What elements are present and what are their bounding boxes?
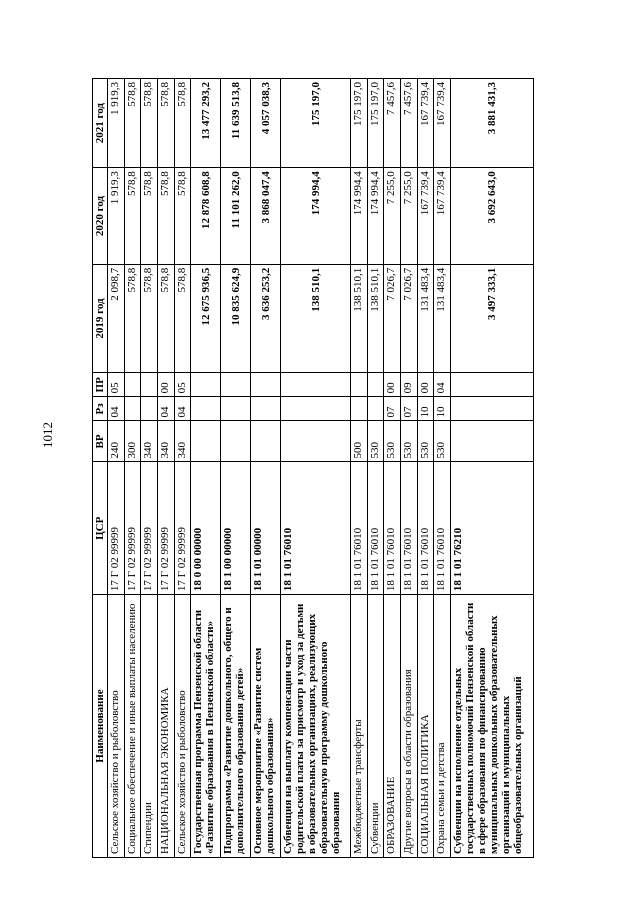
cell-csr: 18 1 01 76010 [281,462,351,595]
cell-rz [350,397,367,421]
cell-rz: 10 [417,397,434,421]
cell-2021: 175 197,0 [281,79,351,168]
budget-table-container [92,78,534,858]
cell-2020: 12 878 608,8 [191,168,221,264]
table-header-row [93,79,108,858]
cell-2019: 12 675 936,5 [191,264,221,373]
cell-name: ОБРАЗОВАНИЕ [384,595,401,858]
cell-name: Охрана семьи и детства [434,595,451,858]
header-csr: ЦСР [93,462,108,595]
cell-csr: 18 0 00 00000 [191,462,221,595]
cell-2019: 578,8 [174,264,191,373]
header-rz: Рз [93,397,108,421]
cell-rz [251,397,281,421]
cell-2019: 3 636 253,2 [251,264,281,373]
cell-csr: 17 Г 02 99999 [157,462,174,595]
cell-name: Межбюджетные трансферты [350,595,367,858]
cell-2019: 578,8 [157,264,174,373]
cell-2021: 11 639 513,8 [221,79,251,168]
budget-table [92,78,534,858]
cell-2019: 138 510,1 [367,264,384,373]
cell-name: Социальное обеспечение и иные выплаты населению [124,595,141,858]
cell-vr: 530 [384,421,401,462]
header-2020: 2020 год [93,168,108,264]
cell-csr: 18 1 01 76010 [350,462,367,595]
table-row [141,79,158,858]
table-row [350,79,367,858]
cell-pr [367,373,384,397]
cell-2020: 578,8 [157,168,174,264]
cell-name: Основное мероприятие «Развитие систем дошкольного образования» [251,595,281,858]
cell-csr: 18 1 01 76010 [384,462,401,595]
cell-rz [124,397,141,421]
cell-rz: 04 [108,397,125,421]
cell-2021: 578,8 [141,79,158,168]
table-row [124,79,141,858]
table-row [400,79,417,858]
cell-2019: 578,8 [124,264,141,373]
cell-vr: 530 [417,421,434,462]
cell-rz: 10 [434,397,451,421]
cell-pr [281,373,351,397]
cell-2019: 138 510,1 [281,264,351,373]
cell-2019: 131 483,4 [417,264,434,373]
cell-rz [281,397,351,421]
table-row [108,79,125,858]
cell-2020: 578,8 [174,168,191,264]
cell-2020: 3 692 643,0 [450,168,533,264]
cell-2019: 2 098,7 [108,264,125,373]
cell-name: Сельское хозяйство и рыболовство [174,595,191,858]
cell-vr: 530 [434,421,451,462]
cell-name: Субвенция на выплату компенсации части родительской платы за присмотр и уход за детьми в образовательных организациях, реализующих образовательную программу дошкольного образования [281,595,351,858]
page-number: 1012 [40,422,55,448]
cell-rz: 07 [400,397,417,421]
cell-pr [350,373,367,397]
cell-2021: 167 739,4 [417,79,434,168]
cell-rz [367,397,384,421]
cell-csr: 18 1 01 00000 [251,462,281,595]
header-2019: 2019 год [93,264,108,373]
cell-rz [191,397,221,421]
cell-vr [281,421,351,462]
cell-pr: 00 [384,373,401,397]
cell-pr [251,373,281,397]
cell-2019: 138 510,1 [350,264,367,373]
header-vr: ВР [93,421,108,462]
cell-2021: 13 477 293,2 [191,79,221,168]
cell-name: СОЦИАЛЬНАЯ ПОЛИТИКА [417,595,434,858]
cell-vr [251,421,281,462]
cell-csr: 18 1 01 76210 [450,462,533,595]
cell-csr: 17 Г 02 99999 [108,462,125,595]
cell-2021: 175 197,0 [350,79,367,168]
table-row [157,79,174,858]
cell-name: Государственная программа Пензенской области «Развитие образования в Пензенской области» [191,595,221,858]
cell-csr: 17 Г 02 99999 [174,462,191,595]
table-row [367,79,384,858]
cell-2021: 3 881 431,3 [450,79,533,168]
cell-2021: 7 457,6 [400,79,417,168]
cell-pr [221,373,251,397]
cell-vr [221,421,251,462]
cell-2020: 1 919,3 [108,168,125,264]
cell-rz: 04 [174,397,191,421]
cell-2020: 3 868 047,4 [251,168,281,264]
cell-pr: 04 [434,373,451,397]
cell-vr: 340 [157,421,174,462]
cell-name: Стипендии [141,595,158,858]
cell-rz: 04 [157,397,174,421]
cell-pr: 00 [157,373,174,397]
header-2021: 2021 год [93,79,108,168]
cell-csr: 17 Г 02 99999 [141,462,158,595]
cell-csr: 18 1 01 76010 [367,462,384,595]
cell-name: Подпрограмма «Развитие дошкольного, общего и дополнительного образования детей» [221,595,251,858]
cell-2021: 578,8 [124,79,141,168]
cell-2020: 7 255,0 [400,168,417,264]
cell-name: Сельское хозяйство и рыболовство [108,595,125,858]
cell-name: НАЦИОНАЛЬНАЯ ЭКОНОМИКА [157,595,174,858]
table-row [434,79,451,858]
table-row [417,79,434,858]
cell-pr: 05 [108,373,125,397]
cell-2020: 174 994,4 [350,168,367,264]
cell-pr [124,373,141,397]
cell-rz [141,397,158,421]
cell-pr: 09 [400,373,417,397]
cell-2019: 131 483,4 [434,264,451,373]
cell-2021: 1 919,3 [108,79,125,168]
cell-vr [191,421,221,462]
table-row [281,79,351,858]
cell-vr: 500 [350,421,367,462]
cell-2021: 578,8 [174,79,191,168]
cell-vr [450,421,533,462]
cell-csr: 18 1 01 76010 [400,462,417,595]
table-row [251,79,281,858]
cell-vr: 530 [367,421,384,462]
cell-name: Субвенции [367,595,384,858]
cell-2019: 3 497 333,1 [450,264,533,373]
cell-2019: 7 026,7 [400,264,417,373]
table-row [221,79,251,858]
cell-pr [191,373,221,397]
cell-pr [141,373,158,397]
table-row [450,79,533,858]
cell-2019: 7 026,7 [384,264,401,373]
cell-2020: 174 994,4 [367,168,384,264]
cell-2019: 10 835 624,9 [221,264,251,373]
cell-2020: 7 255,0 [384,168,401,264]
header-name: Наименование [93,595,108,858]
cell-2019: 578,8 [141,264,158,373]
cell-vr: 340 [141,421,158,462]
table-row [191,79,221,858]
cell-2021: 7 457,6 [384,79,401,168]
cell-rz [221,397,251,421]
table-row [384,79,401,858]
cell-pr: 00 [417,373,434,397]
cell-csr: 18 1 01 76010 [434,462,451,595]
cell-pr [450,373,533,397]
cell-2020: 174 994,4 [281,168,351,264]
cell-2020: 578,8 [124,168,141,264]
cell-2020: 167 739,4 [434,168,451,264]
cell-csr: 17 Г 02 99999 [124,462,141,595]
cell-2020: 578,8 [141,168,158,264]
table-row [174,79,191,858]
cell-name: Другие вопросы в области образования [400,595,417,858]
cell-vr: 300 [124,421,141,462]
cell-pr: 05 [174,373,191,397]
cell-vr: 530 [400,421,417,462]
cell-name: Субвенции на исполнение отдельных государственных полномочий Пензенской области в сфере образования по финансированию муниципальных дошкольных образовательных организаций и муниципальных общеобразовательных организаций [450,595,533,858]
cell-rz [450,397,533,421]
cell-csr: 18 1 00 00000 [221,462,251,595]
cell-2020: 11 101 262,0 [221,168,251,264]
cell-2021: 175 197,0 [367,79,384,168]
cell-vr: 240 [108,421,125,462]
cell-csr: 18 1 01 76010 [417,462,434,595]
cell-vr: 340 [174,421,191,462]
cell-2021: 578,8 [157,79,174,168]
cell-rz: 07 [384,397,401,421]
cell-2020: 167 739,4 [417,168,434,264]
header-pr: ПР [93,373,108,397]
cell-2021: 4 057 038,3 [251,79,281,168]
cell-2021: 167 739,4 [434,79,451,168]
